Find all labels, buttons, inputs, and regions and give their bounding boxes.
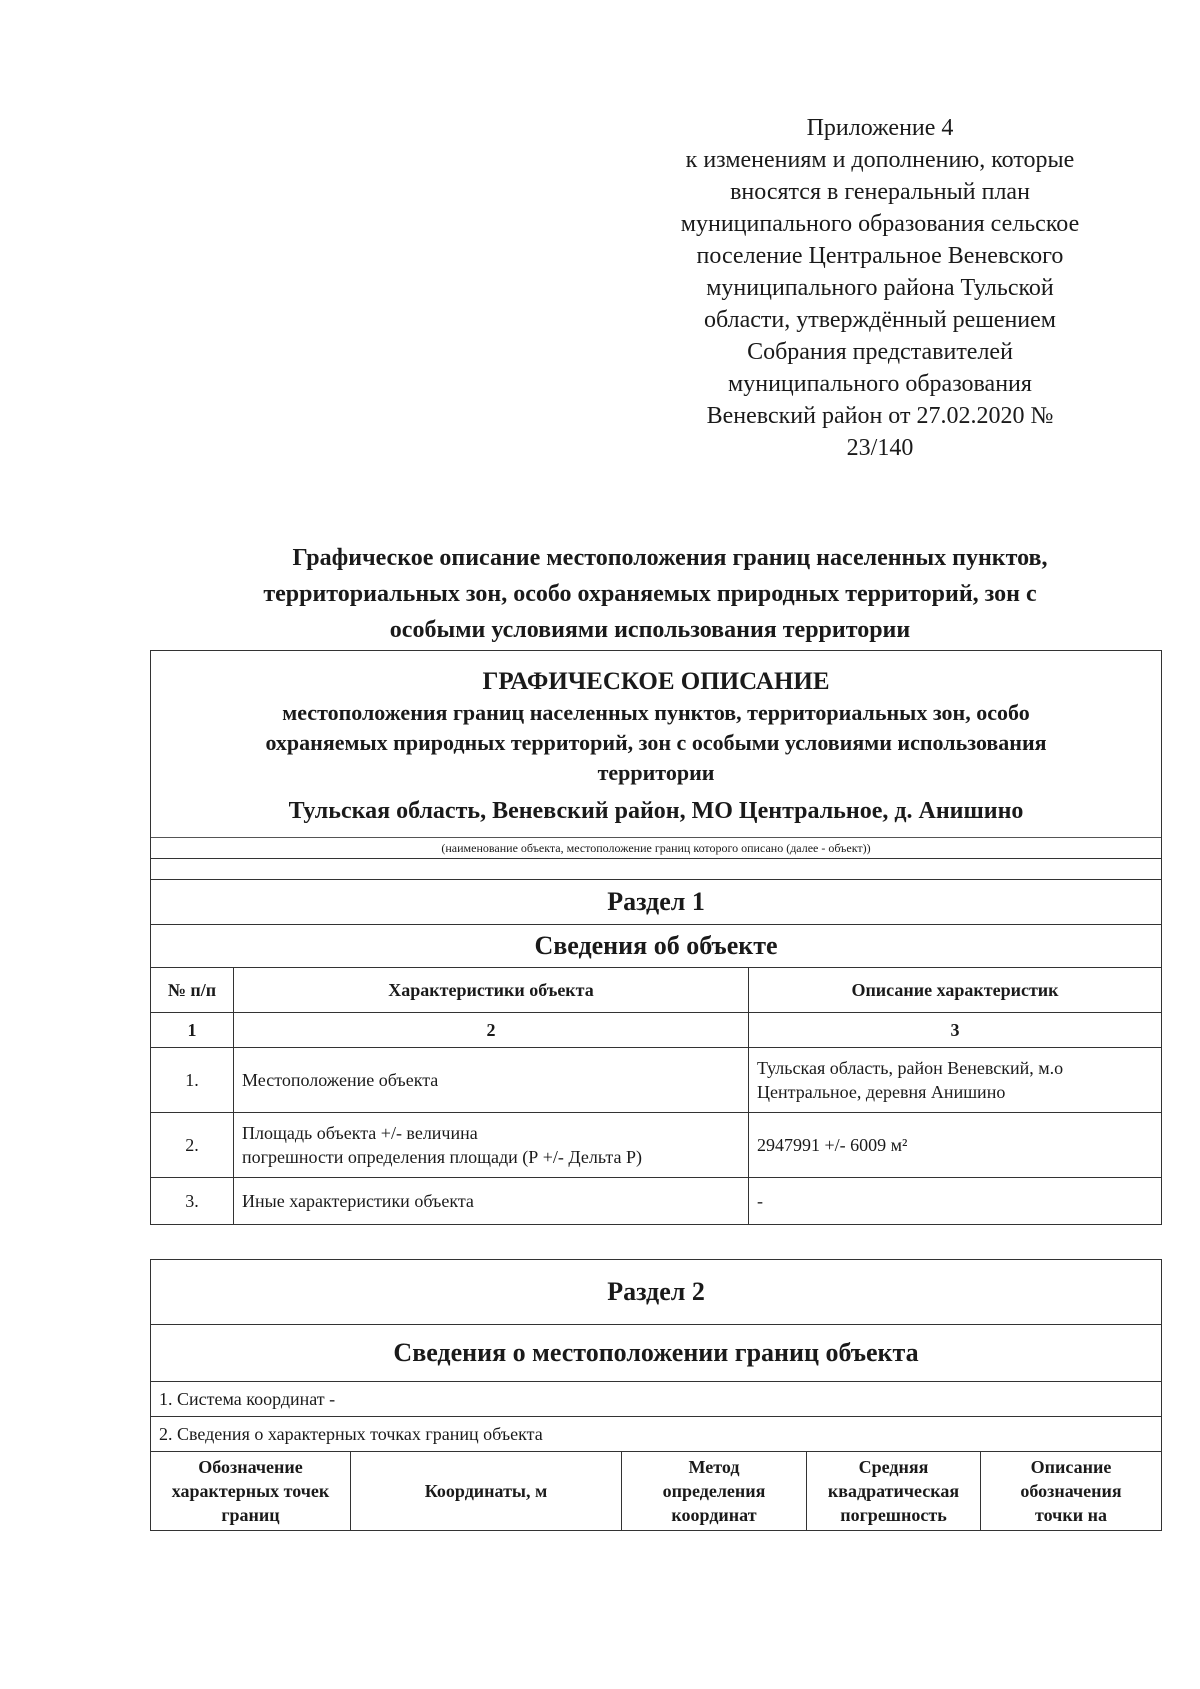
appendix-line: Приложение 4 — [806, 115, 954, 141]
section2-box — [150, 1259, 1161, 1531]
heading-line: Графическое описание местоположения границ населенных пунктов, — [292, 545, 1048, 571]
row-value: - — [749, 1178, 1162, 1225]
title-block — [151, 651, 1162, 838]
appendix-line: Веневский район от 27.02.2020 № — [706, 403, 1054, 429]
appendix-line: муниципального района Тульской — [706, 275, 1054, 301]
header-line: точки на — [1035, 1505, 1107, 1525]
section1-title: Сведения об объекте — [151, 925, 1162, 968]
header-line: границ — [221, 1505, 280, 1525]
column-header-point-description — [981, 1452, 1162, 1531]
section2-table — [150, 1259, 1162, 1531]
header-line: обозначения — [1020, 1481, 1122, 1501]
header-line: квадратическая — [827, 1481, 960, 1501]
column-header-error — [807, 1452, 981, 1531]
column-header-description: Описание характеристик — [749, 968, 1162, 1013]
column-number-cell: 1 — [151, 1013, 234, 1048]
row-characteristic: Иные характеристики объекта — [234, 1178, 749, 1225]
section1-label: Раздел 1 — [151, 880, 1162, 925]
column-header-coordinates: Координаты, м — [351, 1452, 622, 1531]
row-characteristic-line: Площадь объекта +/- величина — [242, 1123, 478, 1143]
row-number: 2. — [151, 1113, 234, 1178]
column-header-number: № п/п — [151, 968, 234, 1013]
appendix-note — [640, 112, 1120, 464]
appendix-line: 23/140 — [846, 435, 914, 461]
section1-table — [150, 650, 1162, 1225]
section2-label: Раздел 2 — [151, 1260, 1162, 1325]
column-number-cell: 2 — [234, 1013, 749, 1048]
appendix-line: муниципального образования — [728, 371, 1032, 397]
heading-line: территориальных зон, особо охраняемых природных территорий, зон с — [263, 581, 1037, 607]
table-row — [151, 1178, 1162, 1225]
appendix-line: муниципального образования сельское — [680, 211, 1080, 237]
points-label: 2. Сведения о характерных точках границ объекта — [151, 1417, 1162, 1452]
table-row — [151, 1113, 1162, 1178]
row-characteristic-line: погрешности определения площади (Р +/- Дельта Р) — [242, 1147, 642, 1167]
table-row — [151, 1048, 1162, 1113]
header-line: определения — [662, 1481, 766, 1501]
row-value-line: Тульская область, район Веневский, м.о — [757, 1058, 1064, 1078]
row-number: 1. — [151, 1048, 234, 1113]
appendix-line: области, утверждённый решением — [704, 307, 1056, 333]
column-header-points — [151, 1452, 351, 1531]
description-subtitle-line: охраняемых природных территорий, зон с особыми условиями использования — [265, 730, 1047, 755]
heading-line: особыми условиями использования территории — [389, 617, 911, 643]
row-value-line: Центральное, деревня Анишино — [757, 1082, 1006, 1102]
spacer-row — [151, 859, 1162, 880]
document-heading — [150, 540, 1150, 648]
header-line: характерных точек — [171, 1481, 330, 1501]
appendix-line: к изменениям и дополнению, которые — [685, 147, 1075, 173]
header-line: Средняя — [858, 1457, 929, 1477]
row-value: 2947991 +/- 6009 м² — [749, 1113, 1162, 1178]
section2-title: Сведения о местоположении границ объекта — [151, 1325, 1162, 1382]
row-characteristic: Местоположение объекта — [234, 1048, 749, 1113]
appendix-line: Собрания представителей — [747, 339, 1013, 365]
description-subtitle-line: местоположения границ населенных пунктов, территориальных зон, особо — [282, 700, 1030, 725]
header-line: Описание — [1030, 1457, 1112, 1477]
row-number: 3. — [151, 1178, 234, 1225]
section1-box — [150, 650, 1161, 1225]
column-header-characteristics: Характеристики объекта — [234, 968, 749, 1013]
coordinate-system: 1. Система координат - — [151, 1382, 1162, 1417]
row-value — [749, 1048, 1162, 1113]
column-number-cell: 3 — [749, 1013, 1162, 1048]
appendix-line: вносятся в генеральный план — [730, 179, 1030, 205]
row-characteristic — [234, 1113, 749, 1178]
header-line: погрешность — [840, 1505, 947, 1525]
object-caption: (наименование объекта, местоположение границ которого описано (далее - объект)) — [151, 838, 1162, 859]
header-line: координат — [671, 1505, 757, 1525]
header-line: Метод — [688, 1457, 740, 1477]
column-header-method — [622, 1452, 807, 1531]
appendix-line: поселение Центральное Веневского — [696, 243, 1064, 269]
header-line: Обозначение — [198, 1457, 303, 1477]
object-name: Тульская область, Веневский район, МО Центральное, д. Анишино — [288, 798, 1024, 824]
description-title: ГРАФИЧЕСКОЕ ОПИСАНИЕ — [482, 668, 830, 695]
description-subtitle-line: территории — [597, 760, 715, 785]
